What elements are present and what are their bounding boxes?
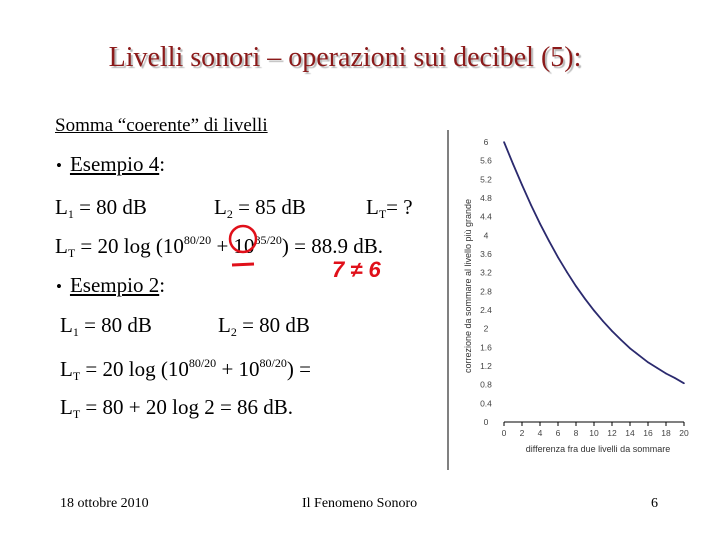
bullet-icon: • — [56, 277, 62, 296]
example2-l1: $L_1 = 80$ dB — [60, 313, 152, 339]
x-tick-label: 16 — [643, 428, 653, 438]
curve-point — [593, 310, 595, 312]
y-tick-label: 0.4 — [480, 398, 492, 409]
curve-point — [521, 184, 523, 186]
x-tick-label: 2 — [519, 428, 525, 438]
footer-title: Il Fenomeno Sonoro — [302, 496, 418, 511]
x-tick-label: 12 — [607, 428, 617, 438]
chart-y-label: correzione da sommare al livello più grande — [463, 198, 473, 374]
y-tick-label: 5.6 — [480, 155, 492, 166]
curve-point — [602, 320, 604, 322]
y-tick-label: 0 — [483, 417, 489, 427]
y-tick-label: 4.8 — [480, 193, 492, 203]
example4-lt: $L_T=$ ? — [366, 195, 413, 221]
example2-heading — [56, 273, 165, 298]
x-tick-label: 0 — [501, 428, 507, 438]
x-tick-label: 10 — [589, 428, 599, 438]
curve-point — [512, 163, 514, 165]
y-tick-label: 6 — [483, 137, 489, 147]
curve-point — [503, 141, 505, 143]
y-tick-label: 1.2 — [480, 361, 492, 371]
y-tick-label: 0.8 — [480, 379, 492, 390]
curve-point — [539, 223, 541, 225]
y-tick-label: 4 — [483, 230, 489, 241]
example4-l1: $L_1 = 80$ dB — [55, 195, 147, 221]
x-tick-label: 18 — [661, 428, 671, 438]
y-tick-label: 1.6 — [480, 342, 492, 353]
example2-colon: : — [159, 273, 166, 297]
y-tick-label: 4.4 — [480, 211, 492, 222]
curve-point — [611, 330, 613, 332]
slide-title: Livelli sonori – operazioni sui decibel (5): — [108, 42, 582, 73]
y-tick-label: 3.2 — [480, 267, 492, 278]
curve-point — [656, 367, 658, 369]
example4-colon: : — [159, 152, 166, 176]
example4-label: Esempio 4 — [69, 152, 160, 176]
example4-l2: $L_2 = 85$ dB — [214, 195, 306, 221]
curve-point — [647, 361, 649, 363]
red-underline-mark — [232, 264, 254, 265]
curve-point — [620, 339, 622, 341]
x-tick-label: 8 — [573, 428, 579, 438]
curve-point — [566, 271, 568, 273]
example2-label: Esempio 2 — [69, 273, 160, 297]
example2-formula1: $L_T = 20$ $\log (10^{80/20} + 10^{80/20})$ = — [60, 356, 311, 383]
curve-point — [629, 347, 631, 349]
curve-point — [575, 285, 577, 287]
correction-curve — [504, 142, 684, 383]
y-tick-label: 2 — [483, 323, 489, 334]
section-heading: Somma “coerente” di livelli — [55, 115, 268, 136]
bullet-icon: • — [56, 156, 62, 175]
example2-l2: $L_2 = 80$ dB — [218, 313, 310, 339]
handwritten-annotation — [220, 220, 390, 285]
y-tick-label: 5.2 — [480, 174, 492, 185]
curve-point — [665, 373, 667, 375]
handwritten-text: 7 ≠ 6 — [332, 257, 381, 282]
example4-heading — [56, 152, 165, 177]
red-circle-mark — [230, 226, 256, 252]
x-tick-label: 14 — [625, 428, 635, 438]
curve-point — [530, 204, 532, 206]
y-tick-label: 3.6 — [480, 249, 492, 259]
y-tick-label: 2.8 — [480, 286, 492, 297]
curve-point — [584, 298, 586, 300]
example4-formula: $L_T = 20$ $\log (10^{80/20} + 10^{85/20}) = 88.9$ dB. — [55, 233, 383, 260]
curve-point — [683, 382, 685, 384]
curve-point — [674, 377, 676, 379]
example2-formula2: $L_T = 80 + 20$ log 2 = 86 dB. — [60, 395, 294, 421]
chart-x-label: differenza fra due livelli da sommare — [525, 444, 671, 454]
y-tick-label: 2.4 — [480, 305, 492, 315]
x-tick-label: 4 — [537, 428, 543, 438]
page-number: 6 — [651, 496, 658, 511]
footer-date: 18 ottobre 2010 — [60, 496, 149, 511]
curve-point — [548, 240, 550, 242]
x-tick-label: 6 — [555, 428, 561, 438]
curve-point — [557, 256, 559, 258]
curve-point — [638, 354, 640, 356]
correction-chart — [440, 130, 710, 470]
x-tick-label: 20 — [679, 428, 689, 438]
